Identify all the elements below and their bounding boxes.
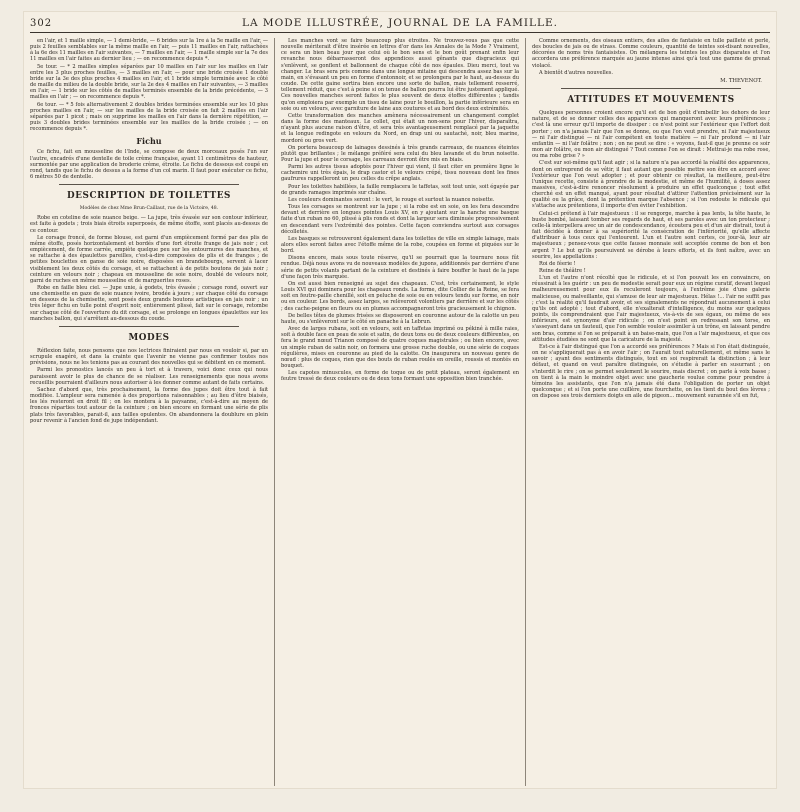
- body-paragraph: Tous les corsages se montrent sur la jupe ; si la robe est en soie, on les fera descendre devant et derrière en longues pointes Louis XV, en y ajoutant sur la hanche une basque faite d'un ruban no 60, plissé à plis ronds et dont la largeur sera diminuée progressivement en descendant vers l'extrémité des pointes. Cette façon conviendra surtout aux corsages décolletés.: [281, 204, 519, 235]
- section-divider: [59, 326, 240, 327]
- body-paragraph: A bientôt d'autres nouvelles.: [539, 69, 613, 76]
- column-left: [30, 38, 268, 786]
- body-paragraph: Le corsage froncé, de forme blouse, est garni d'un empiècement formé par des plis de même étoffe, posés horizontalement et bordés d'une fort étroite frange de jais noir ; cet empiècement, de forme carrée, empiète quelque peu sur les entournures des manches, et se rattache à des épaulettes pareilles, c'est-à-dire composées de plis et de franges ; de petites bouclettes en ganse de soie noire, disposées en brandebourgs, servent à lacer visiblement les deux côtés du corsage, et se rattachent à de petits boutons de jais noir ; ceinture en velours noir ; chapeau en mousseline de soie noire, doublé de velours noir, garni de ruches en même mousseline et de marguerites roses.: [30, 234, 268, 284]
- body-paragraph: Les capotes minuscules, en forme de toque ou de petit plateau, seront également en feutre tressé de deux couleurs ou de deux tons formant une opposition bien tranchée.: [281, 370, 519, 383]
- body-paragraph: Réflexion faite, nous pensons que nos lectrices finiraient par nous en vouloir si, par un scrupule exagéré, et dans la crainte que l'avenir ne vienne pas confirmer toutes nos prévisions, nous ne les tenions pas au courant des nouvelles qui se débitent en ce moment.: [30, 347, 268, 367]
- exclamation-line: Roi de féerie !: [539, 260, 576, 267]
- author-signature: M. THEVENOT.: [720, 77, 762, 84]
- body-paragraph: Comme ornements, des oiseaux entiers, des ailes de fantaisie en tulle pailleté et perlé, des boucles de jais ou de strass. Comme couleurs, quantité de teintes soi-disant nouvelles, décorées de noms très fantaisistes. On mélangera les teintes les plus disparates et l'on accordera une préférence marquée au jaune intense ainsi qu'à tout une gamme de grenat violacé.: [532, 38, 770, 69]
- column-rule: [274, 38, 275, 786]
- body-paragraph: C'est sur soi-même qu'il faut agir ; si la nature n'a pas accordé la réalité des apparences, dont on entreprend de se vêtir, il faut autant que possible mettre son être en accord avec l'extérieur que l'on veut adopter ; et pour obtenir ce résultat, la meilleure, peut-être l'unique recette, consiste à prendre de la modestie, et même de l'humilité, à doses assez massives, c'est-à-dire renoncer résolument à produire un effet quelconque ; tout effet cherché est un effet manqué, ayant pour résultat d'attirer l'attention précisément sur la qualité ou la grâce, dont la prétention marque l'absence ; si l'on redoute le ridicule qui s'attache aux prétentions, il importe d'en éviter l'exhibition.: [532, 160, 770, 210]
- section-title-modes: MODES: [128, 332, 170, 343]
- section-title-toilettes: DESCRIPTION DE TOILETTES: [66, 191, 231, 202]
- body-paragraph: Parmi les pronostics lancés un peu à tort et à travers, voici donc ceux qui nous paraissent avoir le plus de chance de se réaliser. Les renseignements que nous avons recueillis pourraient d'ailleurs nous autoriser à les donner comme autant de faits certains.: [30, 367, 268, 386]
- section-divider: [59, 184, 240, 185]
- column-rule: [525, 38, 526, 786]
- column-right: [532, 38, 770, 786]
- section-subtitle: Modèles de chez Mme Brun-Caillaut, rue de la Victoire, 48.: [79, 206, 219, 212]
- body-paragraph: Est-ce à l'air distingué que l'on a accordé ses préférences ? Mais si l'on était distinguée, on ne s'appliquerait pas à en avoir l'air ; on l'aurait tout naturellement, et même sans le savoir ; ayant des sentiments distingués, tout en soi respirerait la distinction ; à leur défaut, et quand on veut paraître distinguée, on s'étudie à parler en susurrant ; on s'interdit le rire ; on se permet seulement le sourire, mais discret ; on parle à voix basse ; on tient à la main le moindre objet avec une gaucherie voulue comme pour prendre à témoins les assistants, que l'on n'a jamais été dans l'obligation de porter un objet quelconque ; et si l'on porte une cuillère, une fourchette, on les tient du bout des lèvres ; on dispose ses trois derniers doigts en aile de pigeon... mouvement surannée s'il en fut,: [532, 343, 770, 400]
- body-paragraph: Les basques se retrouveront également dans les toilettes de ville en simple lainage, mais alors elles seront faites avec l'étoffe même de la robe, coupées en forme et piquées sur le bord.: [281, 235, 519, 255]
- section-title-attitudes: ATTITUDES ET MOUVEMENTS: [567, 95, 735, 106]
- section-title-fichu: Fichu: [136, 136, 162, 147]
- body-paragraph: On portera beaucoup de lainages dessinés à très grands carreaux, de nuances éteintes plutôt que brillantes ; le mélange préféré sera celui du bleu lavande et du brun noisette. Pour la jupe et pour le corsage, les carreaux devront être mis en biais.: [281, 144, 519, 163]
- body-paragraph: Sachez d'abord que, très prochainement, la forme des jupes doit être tout à fait modifiée. L'ampleur sera ramenée à des proportions raisonnables ; au lieu d'être biaisés, les lés resteront en droit fil ; on les montera à la paysanne, c'est-à-dire au moyen de fronces réparties tout autour de la ceinture ; on bien encore en formant une série de plis plats très favorables, parait-il, aux tailles opulentes. On abandonnera la doublure en plein pour revenir à l'ancien fond de jupe indépendant.: [30, 386, 268, 424]
- section-divider: [561, 88, 742, 89]
- body-paragraph: Celui-ci prétend à l'air majestueux : il se rengorge, marche à pas lents, la tête haute, le buste bombé, laissant tomber ses regards de haut, et ses paroles avec un ton protecteur ; celle-là interpellera avec un air de condescendance, écoutera peu et d'un air distrait, tout à fait décidée à donner à sa supériorité la consécration de l'infériorité, qu'elle affecte d'attribuer à tous ceux qui l'entourent. L'un et l'autre sont certes, ce jour-là, leur air majestueux ; pensez-vous que cette fausse monnaie soit acceptée comme de bon et bon argent ? Le but qu'ils poursuivent se dérobe à leurs efforts, et ils font naître, avec un sourire, les appellations :: [532, 210, 770, 260]
- body-paragraph: Parmi les autres tissus adoptés pour l'hiver qui vient, il faut citer en première ligne le cachemire uni très épais, le drap castor et le velours crépé, tissu nouveau dont les fines gaufrures rappelleront un peu celles du crêpe anglais.: [281, 164, 519, 183]
- body-paragraph: Ce fichu, fait en mousseline de l'Inde, se compose de deux morceaux posés l'un sur l'autre, encadrés d'une dentelle de toile crème française, ayant 11 centimètres de hauteur, surmontée par une application de broderie crème, étroite. Le fichu de dessous est coupé en rond, tandis que le fichu de dessus a la forme d'un col marin. Il faut pour exécuter ce fichu, 6 mètres 50 de dentelle.: [30, 149, 268, 180]
- journal-title: LA MODE ILLUSTRÉE, JOURNAL DE LA FAMILLE.: [242, 17, 558, 29]
- body-paragraph: Disons encore, mais sous toute réserve, qu'il se pourrait que la tournure nous fût rendue. Déjà nous avons vu de nouveaux modèles de jupons, additionnés par derrière d'une série de petits volants partant de la ceinture et destinés à faire bouffer le haut de la jupe d'une façon très marquée.: [281, 255, 519, 280]
- body-paragraph: De belles têtes de plumes frisées se disposeront en couronne autour de la calotte un peu haute, ou s'enlèveront sur le côté en panache à la Lebrun.: [281, 312, 519, 325]
- body-paragraph: Pour les toilettes habillées, la faille remplacera le taffetas, soit tout unie, soit égayée par de grands ramages imprimés sur chaîne.: [281, 183, 519, 196]
- column-middle: [281, 38, 519, 786]
- body-paragraph: Robe en faille bleu ciel. — Jupe unie, à godets, très évasée ; corsage rond, ouvert sur une chemisette en gaze de soie nuance ivoire, brodée à jours ; sur chaque côté du corsage en dessous de la chemisette, sont posés deux grands boutons artistiques en jais noir ; un très léger fichu en tulle point d'esprit noir, entièrement plissé, fait sur le corsage, retombe sur chaque côté de l'ouverture du dit corsage, et se prolonge en longues épaulettes sur les manches ballon, qui s'arrêtent au-dessous du coude.: [30, 285, 268, 322]
- body-paragraph: Quelques personnes croient encore qu'il est de bon goût d'embellir les dehors de leur nature, et de se donner celles des apparences qui manqueront avec leurs préférences ; c'est là une erreur qu'il importe de dissiper : ce n'est point sur l'extérieur que l'effort doit porter ; on n'a jamais l'air que l'on se donne, ou que l'on veut prendre, ni l'air majestueux — ni l'air distingué — ni l'air compétent en toute matière — ni l'air profond — ni l'air enfantin — ni l'air folâtre ; non ; on ne peut se dire : « voyons, faut-il que je prenne ce soir mon air folâtre, ou mon air distingué ? Tout comme l'on se dirait : Mettrai-je ma robe rose, ou ma robe grise ? »: [532, 110, 770, 160]
- journal-page: [24, 12, 776, 788]
- body-paragraph: Les couleurs dominantes seront : le vert, le rouge et surtout la nuance noisette.: [288, 196, 495, 203]
- body-paragraph: On est aussi bien renseigné au sujet des chapeaux. C'est, très certainement, le style Louis XVI qui dominera pour les chapeaux ronds. La forme, dite Collier de la Reine, se fera soit en feutre-paille chenillé, soit en peluche de soie ou en velours tendu sur forme, en noir ou en couleur. Les bords, assez larges, se relèveront volontiers par derrière et sur les côtés ; des cache-peigne en fleurs ou en plumes accompagneront très gracieusement le chignon.: [281, 280, 519, 312]
- body-paragraph: en l'air, et 1 maille simple, — 1 demi-bride, — 6 brides sur la 1re à la 5e maille en l'air, — puis 2 feuilles semblables sur la même maille en l'air, — puis 11 mailles en l'air, rattachées à la 6e des 11 mailles en l'air suivantes, — 7 mailles en l'air, — 1 maille simple sur la 7e des 11 mailles en l'air faites au dernier lieu ; — on recommence depuis *.: [30, 38, 268, 63]
- body-paragraph: Les manches vont se faire beaucoup plus étroites. Ne trouvez-vous pas que cette nouvelle mériterait d'être insérée en lettres d'or dans les Annales de la Mode ? Vraiment, ce sera un bien beau jour que celui où le bon sens et le bon goût prenant enfin leur revanche nous débarrasseront des appendices aussi gênants que disgracieux qui s'enlèvent, se gonflent et ballonnent de chaque côté de nos épaules. Dieu merci, tout va changer. Le bras sera pris comme dans une longue mitaine qui descendra assez bas sur la main, en s'évasant un peu en forme d'entonnoir, et se prolongera par le haut, au-dessus du coude. De cette gaine sortira bien encore une sorte de ballon, mais tellement resserré, tellement réduit, que c'est à peine si on tenue de ballon pourra lui être justement appliqué. Ces nouvelles manches seront faites le plus souvent de deux étoffes différentes ; tandis qu'on emploiera par exemple un tissu de laine pour le bouillon, la partie inférieure sera en soie ou en velours, avec garniture de laine aux coutures et au bord des deux extrémités.: [281, 38, 519, 112]
- body-paragraph: L'un et l'autre n'ont récolté que le ridicule, et si l'on pouvait les en convaincre, on réussirait à les guérir : un peu de modestie serait pour eux un régime curatif, devant lequel malheureusement pour eux ils reculeront toujours, à l'extrême joie d'une galerie malicieuse, ou malveillante, qui s'amuse de leur air majestueux. Hélas !... l'air ne suffit pas ; c'est la réalité qu'il faudrait avoir, et ses signalements ne répondrait aucunement à celui qu'ils ont adopté ; tout d'abord, elle n'exalterait d'intelligence, du moins sur quelques points, ils comprendraient que l'air majestueux, vis-à-vis de ses égaux, ou même de ses inférieurs, est synonyme d'air ridicule ; on n'est point en redressant son torse, en s'asseyant dans un fauteuil, que l'on semble vouloir assimiler à un trône, en laissant pendre son bras, comme si l'on se préparait à un baise-main, que l'on a l'air majestueux, et que ces attitudes étudiées ne sont que la caricature de la majesté.: [532, 275, 770, 343]
- body-paragraph: Cette transformation des manches amènera nécessairement un changement complet dans la forme des manteaux. Le collet, qui était un non-sens pour l'hiver, disparaîtra, n'ayant plus aucune raison d'être, et sera très avantageusement remplacé par la jaquette et la longue redingote en velours du Nord, en drap uni ou sautaché, noir, bleu marine, mordoré ou gros vert.: [281, 112, 519, 144]
- exclamation-line: Reine de théâtre !: [539, 268, 586, 274]
- body-paragraph: 5e tour. — * 2 mailles simples séparées par 10 mailles en l'air sur les mailles en l'air entre les 3 plus proches feuilles, — 3 mailles en l'air, — pour une bride croisée 1 double bride sur la 3e des plus proches 4 mailles en l'air, et 1 bride simple terminée avec le côté de maille du milieu de la double bride, sur la 2e des 4 mailles en l'air suivantes, — 3 mailles en l'air, — 1 bride sur les côtés de mailles terminés ensemble de la bride précédente, — 3 mailles en l'air ; — on recommence depuis *.: [30, 63, 268, 101]
- body-paragraph: Avec de larges rubans, soit en velours, soit en taffetas imprimé ou pékiné à mille raies, soit à double face en peau de soie et satin, de deux tons ou de deux couleurs différentes, on fera le grand nœud Trianon composé de quatre coques magistrales ; ou bien encore, avec un simple ruban de satin noir, on formera une grosse ruche double, ou une série de coques régulières, mises en couronne au pied de la calotte. On inaugurera un nouveau genre de nœud : plus de coques, rien que des bouts de ruban roulés en oreille, roussis et montés en bouquet.: [281, 326, 519, 369]
- running-header: [30, 14, 770, 33]
- body-paragraph: Robe en coteline de soie nuance beige. — La jupe, très évasée sur son contour inférieur, est faite à godets ; trois biais étroits superposés, de même étoffe, sont placés au-dessus de ce contour.: [30, 215, 268, 234]
- body-paragraph: 6e tour. — * 5 fois alternativement 2 doubles brides terminées ensemble sur les 10 plus proches mailles en l'air, — sur les mailles de la bride croisée on fait 2 mailles en l'air séparées par 1 picot ; mais on supprime les mailles en l'air dans la dernière répétition, — puis 3 doubles brides terminées ensemble sur les mailles de la bride croisée ; — on recommence depuis *.: [30, 101, 268, 133]
- page-number: 302: [30, 17, 53, 29]
